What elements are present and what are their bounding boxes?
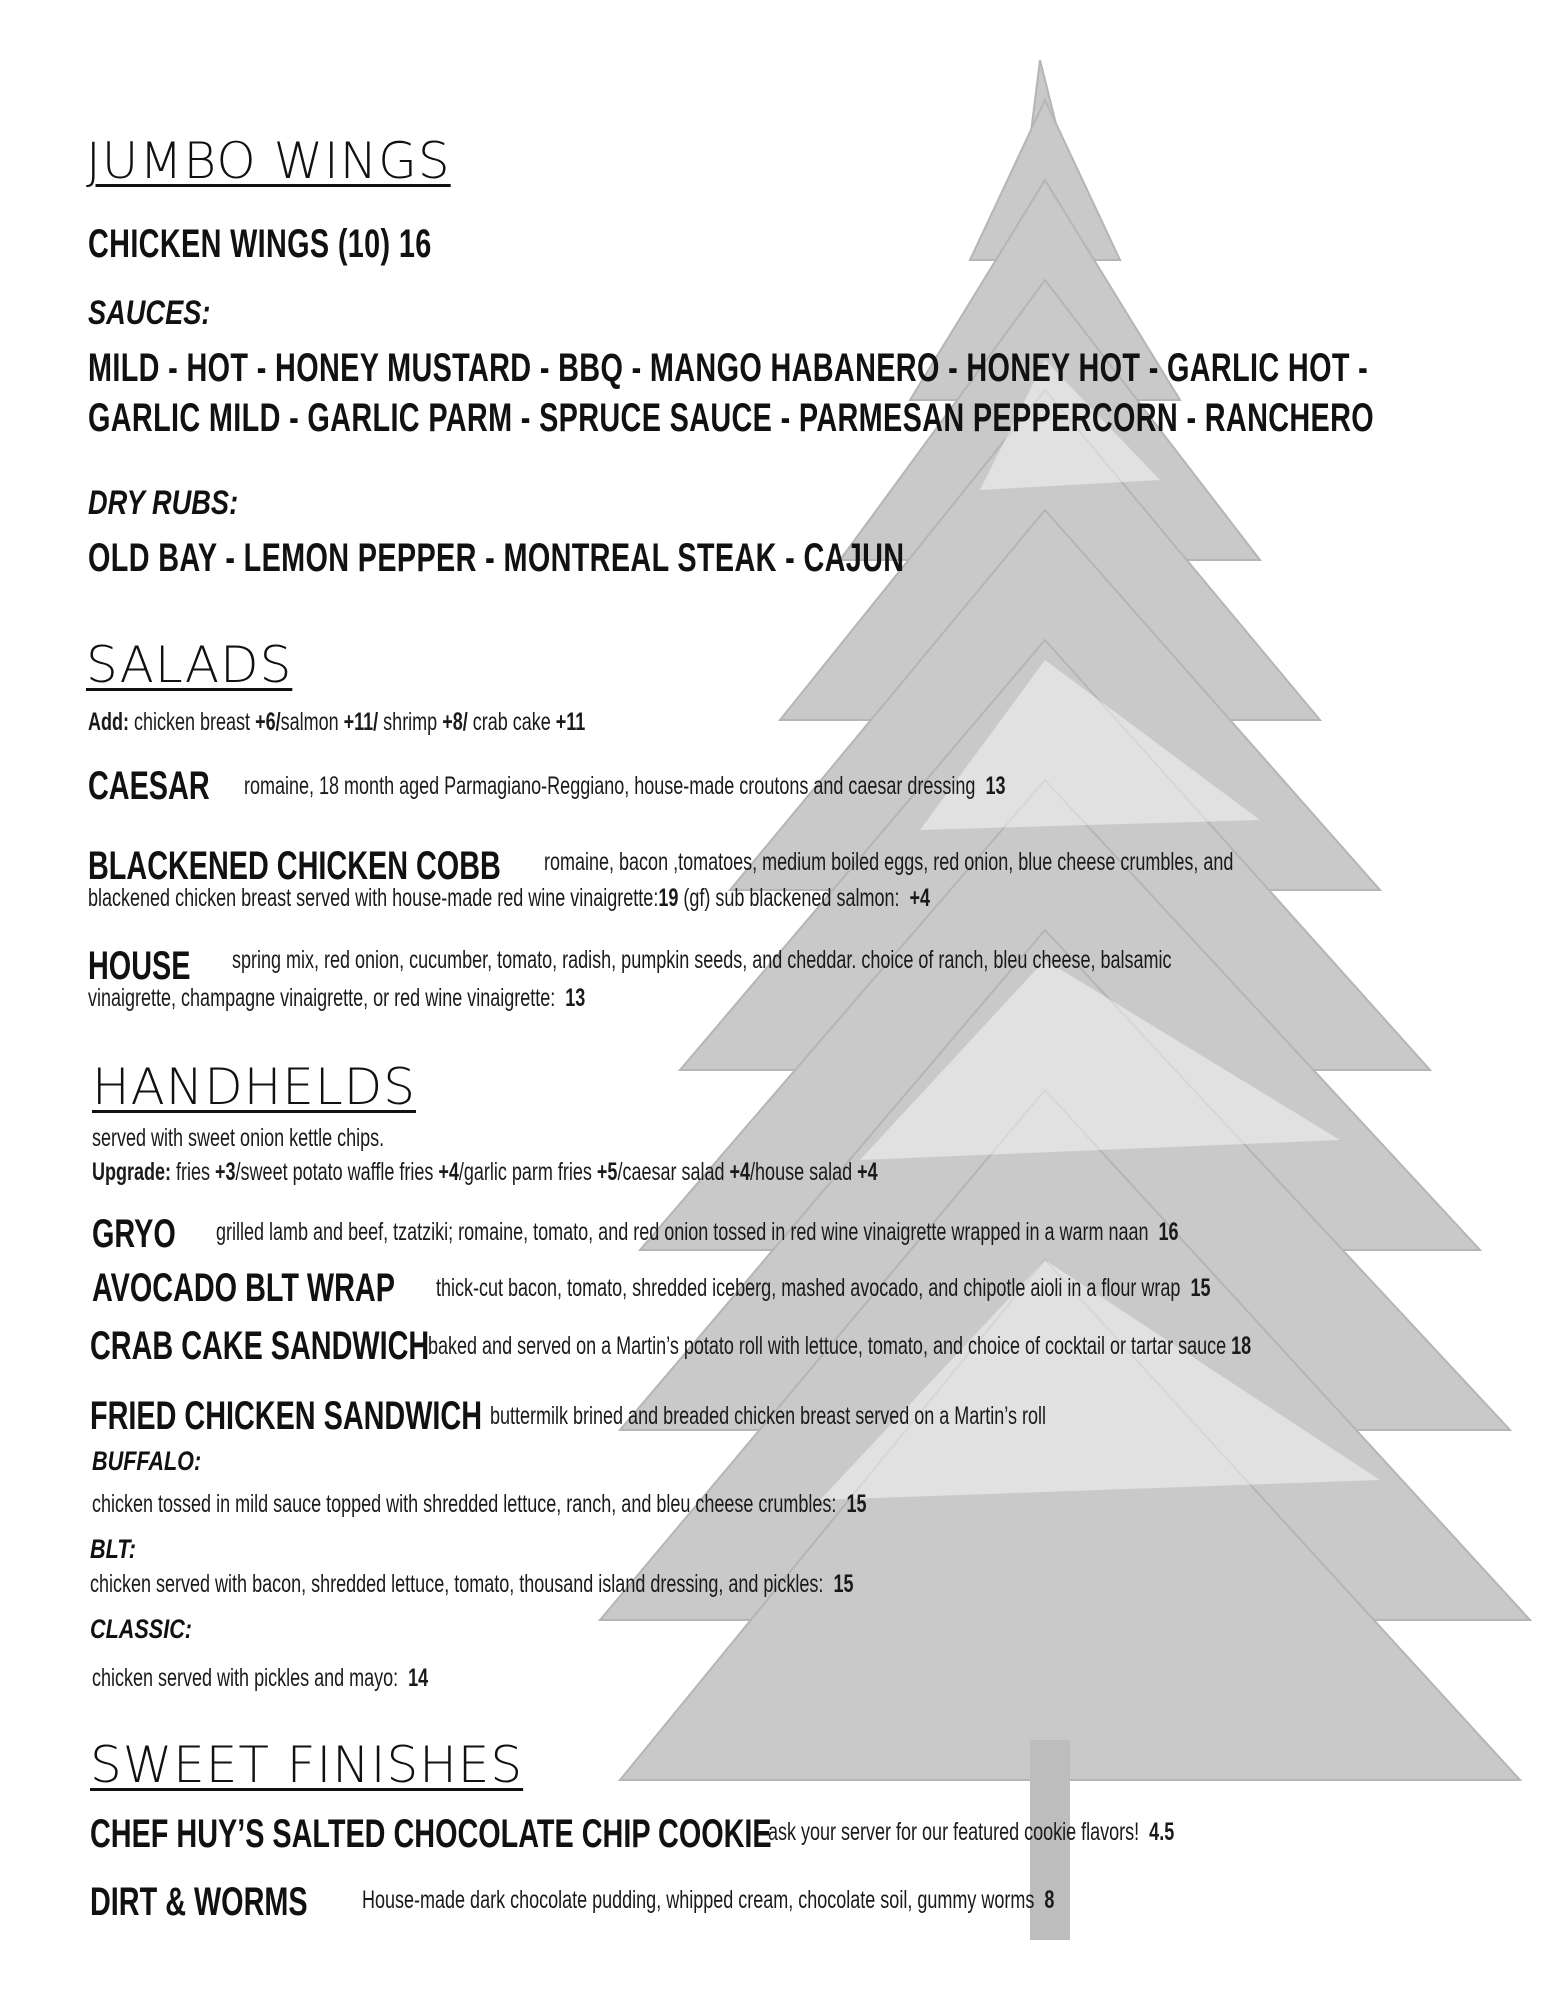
- classic-label: CLASSIC:: [90, 1614, 192, 1644]
- cobb-name: BLACKENED CHICKEN COBB: [88, 844, 501, 888]
- upgrade-fries: fries: [176, 1158, 211, 1186]
- house-price: 13: [565, 984, 586, 1012]
- upgrade-fries-price: +3: [215, 1158, 236, 1186]
- house-desc-1: spring mix, red onion, cucumber, tomato, radish, pumpkin seeds, and cheddar. choice of ranch, bleu cheese, balsamic: [232, 946, 1172, 974]
- section-heading-handhelds: HANDHELDS: [92, 1058, 416, 1116]
- cookie-price: 4.5: [1149, 1818, 1175, 1846]
- cobb-sub-price: +4: [909, 884, 931, 912]
- gryo-name: GRYO: [92, 1212, 176, 1256]
- sauces-label: SAUCES:: [88, 294, 211, 332]
- cobb-desc-2: [88, 884, 930, 913]
- blt-price: 15: [833, 1570, 854, 1598]
- avocado-blt-wrap-price: 15: [1190, 1274, 1211, 1302]
- avocado-blt-wrap-desc-text: thick-cut bacon, tomato, shredded iceberg, mashed avocado, and chipotle aioli in a flour wrap: [436, 1274, 1181, 1302]
- section-heading-salads: SALADS: [86, 636, 293, 694]
- chicken-wings-item: CHICKEN WINGS (10) 16: [88, 222, 432, 266]
- add-shrimp-price: +8/: [442, 708, 468, 736]
- buffalo-price: 15: [846, 1490, 867, 1518]
- crab-cake-price: 18: [1231, 1332, 1252, 1360]
- crab-cake-sandwich-name: CRAB CAKE SANDWICH: [90, 1324, 430, 1368]
- section-heading-jumbo-wings: JUMBO WINGS: [86, 132, 451, 190]
- gryo-price: 16: [1158, 1218, 1179, 1246]
- avocado-blt-wrap-desc: [436, 1274, 1210, 1303]
- upgrade-caesar: /caesar salad: [617, 1158, 725, 1186]
- add-chicken-price: +6/: [255, 708, 281, 736]
- gryo-desc-text: grilled lamb and beef, tzatziki; romaine, tomato, and red onion tossed in red wine vinaigrette wrapped in a warm naan: [216, 1218, 1149, 1246]
- caesar-price: 13: [985, 772, 1006, 800]
- avocado-blt-wrap-name: AVOCADO BLT WRAP: [92, 1266, 395, 1310]
- cobb-desc-1: romaine, bacon ,tomatoes, medium boiled eggs, red onion, blue cheese crumbles, and: [544, 848, 1234, 876]
- add-salmon-price: +11/: [343, 708, 379, 736]
- buffalo-label: BUFFALO:: [92, 1446, 202, 1476]
- cookie-desc-text: ask your server for our featured cookie flavors!: [768, 1818, 1140, 1846]
- add-label: Add:: [88, 708, 129, 736]
- add-crab-cake-price: +11: [555, 708, 586, 736]
- dirt-and-worms-desc: [362, 1886, 1054, 1915]
- buffalo-desc-text: chicken tossed in mild sauce topped with shredded lettuce, ranch, and bleu cheese crumbles:: [92, 1490, 837, 1518]
- fried-chicken-sandwich-name: FRIED CHICKEN SANDWICH: [90, 1394, 482, 1438]
- dirt-price: 8: [1044, 1886, 1055, 1914]
- dirt-desc-text: House-made dark chocolate pudding, whipped cream, chocolate soil, gummy worms: [362, 1886, 1035, 1914]
- upgrade-waffle-price: +4: [438, 1158, 459, 1186]
- caesar-desc-text: romaine, 18 month aged Parmagiano-Reggiano, house-made croutons and caesar dressing: [244, 772, 976, 800]
- gryo-desc: [216, 1218, 1179, 1247]
- crab-cake-sandwich-desc: [428, 1332, 1251, 1361]
- dirt-and-worms-name: DIRT & WORMS: [90, 1880, 308, 1924]
- fried-chicken-sandwich-desc: buttermilk brined and breaded chicken breast served on a Martin’s roll: [490, 1402, 1046, 1430]
- section-heading-sweet-finishes: SWEET FINISHES: [90, 1736, 524, 1794]
- add-salmon: salmon: [280, 708, 339, 736]
- cookie-name: CHEF HUY’S SALTED CHOCOLATE CHIP COOKIE: [90, 1812, 772, 1856]
- classic-price: 14: [408, 1664, 429, 1692]
- add-shrimp: shrimp: [383, 708, 438, 736]
- spruce-tree-illustration: [560, 60, 1540, 1960]
- sauces-line-1: MILD - HOT - HONEY MUSTARD - BBQ - MANGO HABANERO - HONEY HOT - GARLIC HOT -: [88, 346, 1369, 390]
- upgrade-caesar-price: +4: [729, 1158, 751, 1186]
- classic-desc: [92, 1664, 428, 1693]
- cobb-price: 19: [658, 884, 679, 912]
- caesar-desc: [244, 772, 1005, 801]
- cobb-desc-2-text: blackened chicken breast served with house-made red wine vinaigrette:: [88, 884, 659, 912]
- buffalo-desc: [92, 1490, 866, 1519]
- crab-cake-desc-text: baked and served on a Martin’s potato roll with lettuce, tomato, and choice of cocktail or tartar sauce: [428, 1332, 1227, 1360]
- upgrade-waffle-fries: /sweet potato waffle fries: [235, 1158, 434, 1186]
- upgrade-label: Upgrade:: [92, 1158, 172, 1186]
- upgrade-house-price: +4: [857, 1158, 878, 1186]
- dry-rubs-line: OLD BAY - LEMON PEPPER - MONTREAL STEAK - CAJUN: [88, 536, 905, 580]
- classic-desc-text: chicken served with pickles and mayo:: [92, 1664, 399, 1692]
- upgrade-house: /house salad: [750, 1158, 853, 1186]
- upgrade-garlic-price: +5: [596, 1158, 618, 1186]
- cookie-desc: [768, 1818, 1174, 1847]
- handhelds-note: served with sweet onion kettle chips.: [92, 1124, 385, 1152]
- sauces-line-2: GARLIC MILD - GARLIC PARM - SPRUCE SAUCE - PARMESAN PEPPERCORN - RANCHERO: [88, 396, 1375, 440]
- house-name: HOUSE: [88, 944, 191, 988]
- salads-add-ons: [88, 708, 585, 737]
- caesar-name: CAESAR: [88, 764, 210, 808]
- blt-desc: [90, 1570, 853, 1599]
- blt-label: BLT:: [90, 1534, 136, 1564]
- house-desc-2-text: vinaigrette, champagne vinaigrette, or red wine vinaigrette:: [88, 984, 556, 1012]
- blt-desc-text: chicken served with bacon, shredded lettuce, tomato, thousand island dressing, and pickles:: [90, 1570, 824, 1598]
- upgrade-garlic-fries: /garlic parm fries: [458, 1158, 592, 1186]
- add-crab-cake: crab cake: [472, 708, 551, 736]
- add-chicken: chicken breast: [133, 708, 251, 736]
- handhelds-upgrades: [92, 1158, 878, 1187]
- dry-rubs-label: DRY RUBS:: [88, 484, 239, 522]
- house-desc-2: [88, 984, 585, 1013]
- cobb-sub-salmon: (gf) sub blackened salmon:: [683, 884, 900, 912]
